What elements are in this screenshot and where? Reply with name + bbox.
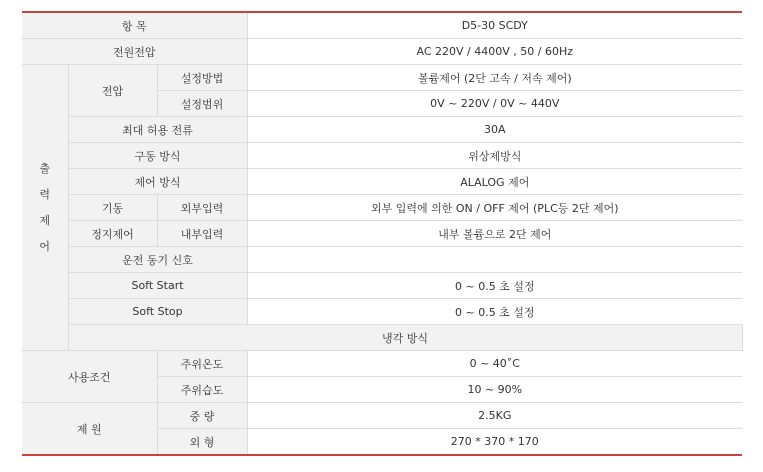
external-input-value: 외부 입력에 의한 ON / OFF 제어 (PLC등 2단 제어) <box>247 195 742 221</box>
control-method-label: 제어 방식 <box>68 169 247 195</box>
internal-input-row <box>22 221 742 247</box>
start-label: 기동 <box>68 195 157 221</box>
dimensions-value: 270 * 370 * 170 <box>247 429 742 456</box>
header-label: 항 목 <box>22 12 247 39</box>
output-control-char: 제 <box>39 213 51 227</box>
humidity-value: 10 ~ 90% <box>247 377 742 403</box>
input-voltage-label: 전원전압 <box>22 39 247 65</box>
output-control-char: 력 <box>39 187 51 201</box>
setting-method-label: 설정방법 <box>157 65 247 91</box>
sync-signal-value <box>247 247 742 273</box>
max-current-row <box>22 117 742 143</box>
weight-value: 2.5KG <box>247 403 742 429</box>
setting-range-value: 0V ~ 220V / 0V ~ 440V <box>247 91 742 117</box>
input-voltage-row <box>22 39 742 65</box>
header-row <box>22 12 742 39</box>
header-value: D5-30 SCDY <box>247 12 742 39</box>
weight-label: 중 량 <box>157 403 247 429</box>
control-method-row <box>22 169 742 195</box>
cooling-label: 냉각 방식 <box>68 325 742 351</box>
voltage-label: 전압 <box>68 65 157 117</box>
setting-range-label: 설정범위 <box>157 91 247 117</box>
spec-table <box>22 11 742 456</box>
output-control-char: 출 <box>39 161 51 175</box>
soft-stop-label: Soft Stop <box>68 299 247 325</box>
specs-label: 제 원 <box>22 403 157 456</box>
soft-start-row <box>22 273 742 299</box>
input-voltage-value: AC 220V / 4400V , 50 / 60Hz <box>247 39 742 65</box>
drive-method-value: 위상제방식 <box>247 143 742 169</box>
external-input-label: 외부입력 <box>157 195 247 221</box>
temperature-value: 0 ~ 40˚C <box>247 351 742 377</box>
soft-stop-value: 0 ~ 0.5 초 설정 <box>247 299 742 325</box>
temperature-row <box>22 351 742 377</box>
humidity-label: 주위습도 <box>157 377 247 403</box>
conditions-label: 사용조건 <box>22 351 157 403</box>
soft-start-value: 0 ~ 0.5 초 설정 <box>247 273 742 299</box>
soft-start-label: Soft Start <box>68 273 247 299</box>
voltage-setting-method-row <box>22 65 742 91</box>
drive-method-row <box>22 143 742 169</box>
soft-stop-row <box>22 299 742 325</box>
setting-method-value: 볼륨제어 (2단 고속 / 저속 제어) <box>247 65 742 91</box>
drive-method-label: 구동 방식 <box>68 143 247 169</box>
max-current-label: 최대 허용 전류 <box>68 117 247 143</box>
sync-signal-row <box>22 247 742 273</box>
output-control-label <box>22 65 68 351</box>
max-current-value: 30A <box>247 117 742 143</box>
output-control-char: 어 <box>39 239 51 253</box>
weight-row <box>22 403 742 429</box>
control-method-value: ALALOG 제어 <box>247 169 742 195</box>
external-input-row <box>22 195 742 221</box>
internal-input-value: 내부 볼륨으로 2단 제어 <box>247 221 742 247</box>
internal-input-label: 내부입력 <box>157 221 247 247</box>
temperature-label: 주위온도 <box>157 351 247 377</box>
cooling-row <box>22 325 742 351</box>
stop-control-label: 정지제어 <box>68 221 157 247</box>
sync-signal-label: 운전 동기 신호 <box>68 247 247 273</box>
dimensions-label: 외 형 <box>157 429 247 456</box>
